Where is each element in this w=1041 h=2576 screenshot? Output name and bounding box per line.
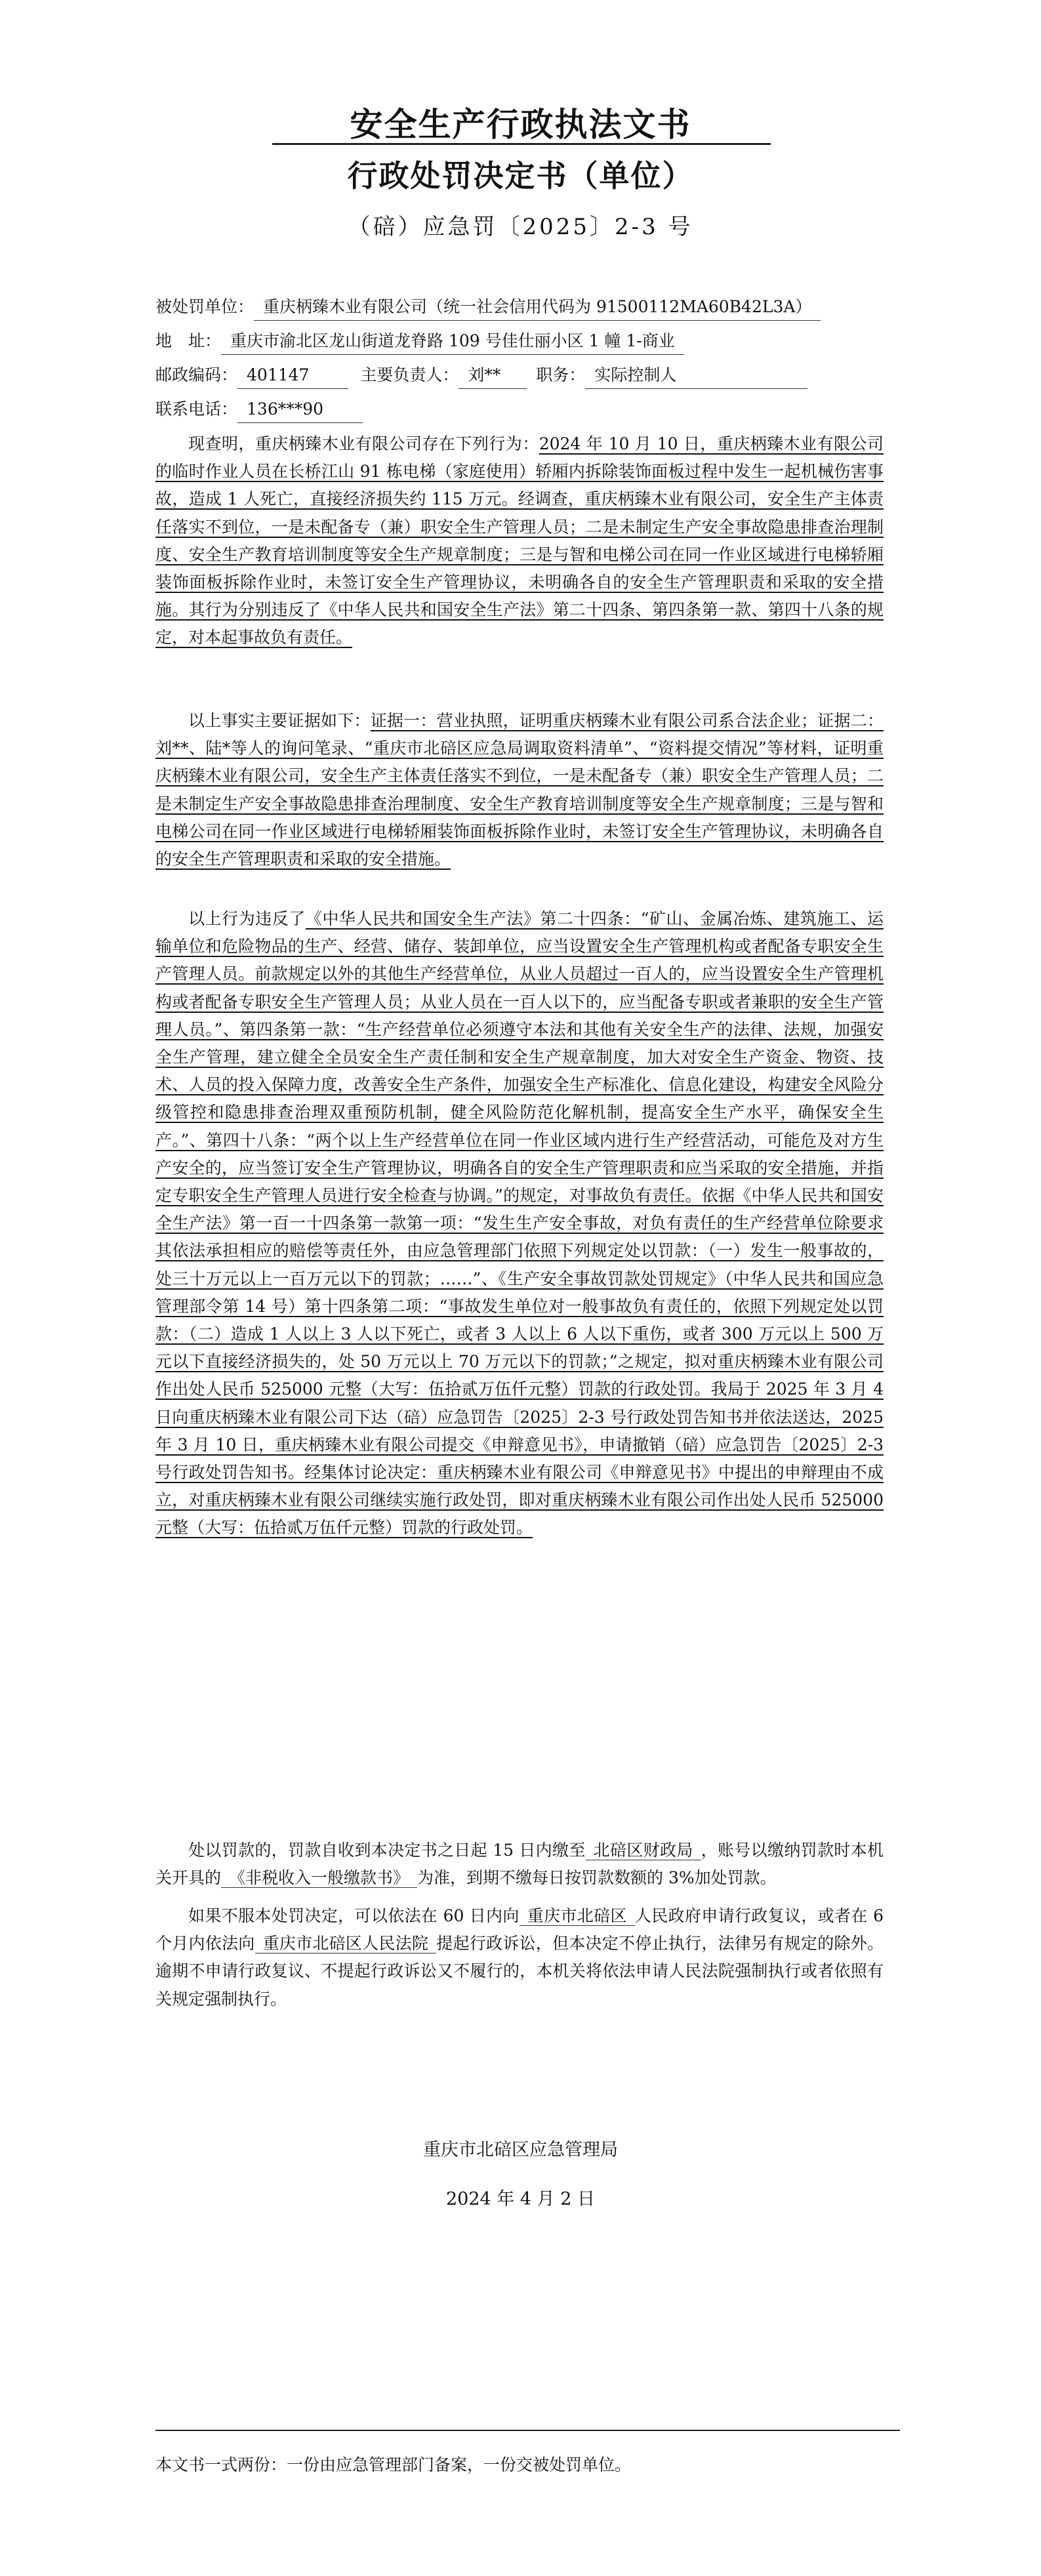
payment-paragraph xyxy=(155,1837,884,1892)
appeal-court: 重庆市北碚区人民法院 xyxy=(255,1934,437,1953)
evidence-text: 证据一：营业执照，证明重庆柄臻木业有限公司系合法企业；证据二：刘**、陆*等人的询问笔录、“重庆市北碚区应急局调取资料清单”、“资料提交情况”等材料，证明重庆柄臻木业有限公司，安全生产主体责任落实不到位，一是未配备专（兼）职安全生产管理人员；二是未制定生产安全事故隐患排查治理制度、安全生产教育培训制度等安全生产规章制度；三是与智和电梯公司在同一作业区域进行电梯轿厢装饰面板拆除作业时，未签订安全生产管理协议，未明确各自的安全生产管理职责和采取的安全措施。 xyxy=(155,711,884,869)
appeal-paragraph xyxy=(155,1902,884,2013)
findings-text: 2024 年 10 月 10 日，重庆柄臻木业有限公司的临时作业人员在长桥江山 91 栋电梯（家庭使用）轿厢内拆除装饰面板过程中发生一起机械伤害事故，造成 1 人死亡，直接经济损失约 115 万元。经调查，重庆柄臻木业有限公司，安全生产主体责任落实不到位，一是未配备专（兼）职安全生产管理人员；二是未制定生产安全事故隐患排查治理制度、安全生产教育培训制度等安全生产规章制度；三是与智和电梯公司在同一作业区域进行电梯轿厢装饰面板拆除作业时，未签订安全生产管理协议，未明确各自的安全生产管理职责和采取的安全措施。其行为分别违反了《中华人民共和国安全生产法》第二十四条、第四条第一款、第四十八条的规定，对本起事故负有责任。 xyxy=(155,434,884,647)
phone-value: 136***90 xyxy=(237,396,363,423)
address-value: 重庆市渝北区龙山街道龙脊路 109 号佳仕丽小区 1 幢 1-商业 xyxy=(221,328,684,355)
unit-label: 被处罚单位： xyxy=(155,297,255,316)
violation-text: 《中华人民共和国安全生产法》第二十四条：“矿山、金属冶炼、建筑施工、运输单位和危险物品的生产、经营、储存、装卸单位，应当设置安全生产管理机构或者配备专职安全生产管理人员。前款规定以外的其他生产经营单位，从业人员超过一百人的，应当设置安全生产管理机构或者配备专职安全生产管理人员；从业人员在一百人以下的，应当配备专职或者兼职的安全生产管理人员。”、第四条第一款：“生产经营单位必须遵守本法和其他有关安全生产的法律、法规，加强安全生产管理，建立健全全员安全生产责任制和安全生产规章制度，加大对安全生产资金、物资、技术、人员的投入保障力度，改善安全生产条件，加强安全生产标准化、信息化建设，构建安全风险分级管控和隐患排查治理双重预防机制，健全风险防范化解机制，提高安全生产水平，确保安全生产。”、第四十八条：“两个以上生产经营单位在同一作业区域内进行生产经营活动，可能危及对方生产安全的，应当签订安全生产管理协议，明确各自的安全生产管理职责和应当采取的安全措施，并指定专职安全生产管理人员进行安全检查与协调。”的规定，对事故负有责任。依据《中华人民共和国安全生产法》第一百一十四条第一款第一项：“发生生产安全事故，对负有责任的生产经营单位除要求其依法承担相应的赔偿等责任外，由应急管理部门依照下列规定处以罚款：（一）发生一般事故的，处三十万元以上一百万元以下的罚款；……”、《生产安全事故罚款处罚规定》（中华人民共和国应急管理部令第 14 号）第十四条第二项：“事故发生单位对一般事故负有责任的，依照下列规定处以罚款：（二）造成 1 人以上 3 人以下死亡，或者 3 人以上 6 人以下重伤，或者 300 万元以上 500 万元以下直接经济损失的，处 50 万元以上 70 万元以下的罚款；”之规定，拟对重庆柄臻木业有限公司作出处人民币 525000 元整（大写：伍拾贰万伍仟元整）罚款的行政处罚。我局于 2025 年 3 月 4 日向重庆柄臻木业有限公司下达（碚）应急罚告〔2025〕2-3 号行政处罚告知书并依法送达，2025 年 3 月 10 日，重庆柄臻木业有限公司提交《申辩意见书》，申请撤销（碚）应急罚告〔2025〕2-3 号行政处罚告知书。经集体讨论决定：重庆柄臻木业有限公司《申辩意见书》中提出的申辩理由不成立，对重庆柄臻木业有限公司继续实施行政处罚，即对重庆柄臻木业有限公司作出处人民币 525000 元整（大写：伍拾贰万伍仟元整）罚款的行政处罚。 xyxy=(155,909,884,1538)
address-row xyxy=(155,328,684,355)
document-category-title: 安全生产行政执法文书 xyxy=(350,105,691,144)
position-value: 实际控制人 xyxy=(585,362,807,389)
address-label: 地 址： xyxy=(155,331,222,350)
footer-rule xyxy=(155,2430,900,2431)
document-title: 行政处罚决定书（单位） xyxy=(347,158,694,194)
payment-form-name: 《非税收入一般缴款书》 xyxy=(221,1868,417,1888)
phone-row xyxy=(155,396,363,423)
payment-recipient: 北碚区财政局 xyxy=(586,1841,701,1860)
postcode-value: 401147 xyxy=(237,362,348,389)
appeal-government: 重庆市北碚区 xyxy=(520,1906,635,1926)
payment-text-1: 处以罚款的，罚款自收到本决定书之日起 15 日内缴至 xyxy=(188,1841,586,1860)
appeal-text-3: 提起行政诉讼，但本决定不停止执行，法律另有规定的除外。逾期不申请行政复议、不提起行政诉讼又不履行的，本机关将依法申请人民法院强制执行或者依照有关规定强制执行。 xyxy=(155,1934,884,2009)
principal-value: 刘** xyxy=(459,362,527,389)
document-number: （碚）应急罚〔2025〕2-3 号 xyxy=(348,214,693,240)
postcode-row xyxy=(155,362,807,389)
findings-paragraph xyxy=(155,430,884,652)
violation-paragraph xyxy=(155,905,884,1542)
signature-date: 2024 年 4 月 2 日 xyxy=(446,2189,595,2209)
principal-label: 主要负责人： xyxy=(360,365,459,384)
postcode-label: 邮政编码： xyxy=(155,365,238,384)
evidence-paragraph xyxy=(155,707,884,873)
phone-label: 联系电话： xyxy=(155,399,238,419)
signature-agency: 重庆市北碚区应急管理局 xyxy=(423,2140,618,2160)
footer-note: 本文书一式两份：一份由应急管理部门备案，一份交被处罚单位。 xyxy=(155,2455,632,2474)
evidence-lead: 以上事实主要证据如下： xyxy=(188,711,371,730)
title-rule xyxy=(272,143,771,145)
position-label: 职务： xyxy=(536,365,586,384)
appeal-text-1: 如果不服本处罚决定，可以依法在 60 日内向 xyxy=(188,1906,520,1925)
payment-text-2: ，账号以缴纳罚款时本机关开具的 xyxy=(155,1841,884,1888)
appeal-text-2: 人民政府申请行政复议，或者在 6 个月内依法向 xyxy=(155,1906,884,1953)
unit-value: 重庆柄臻木业有限公司（统一社会信用代码为 91500112MA60B42L3A） xyxy=(254,294,821,321)
unit-row xyxy=(155,294,821,321)
violation-lead: 以上行为违反了 xyxy=(188,909,306,928)
findings-lead: 现查明，重庆柄臻木业有限公司存在下列行为： xyxy=(188,434,539,453)
payment-text-3: 为准，到期不缴每日按罚款数额的 3%加处罚款。 xyxy=(417,1868,777,1888)
